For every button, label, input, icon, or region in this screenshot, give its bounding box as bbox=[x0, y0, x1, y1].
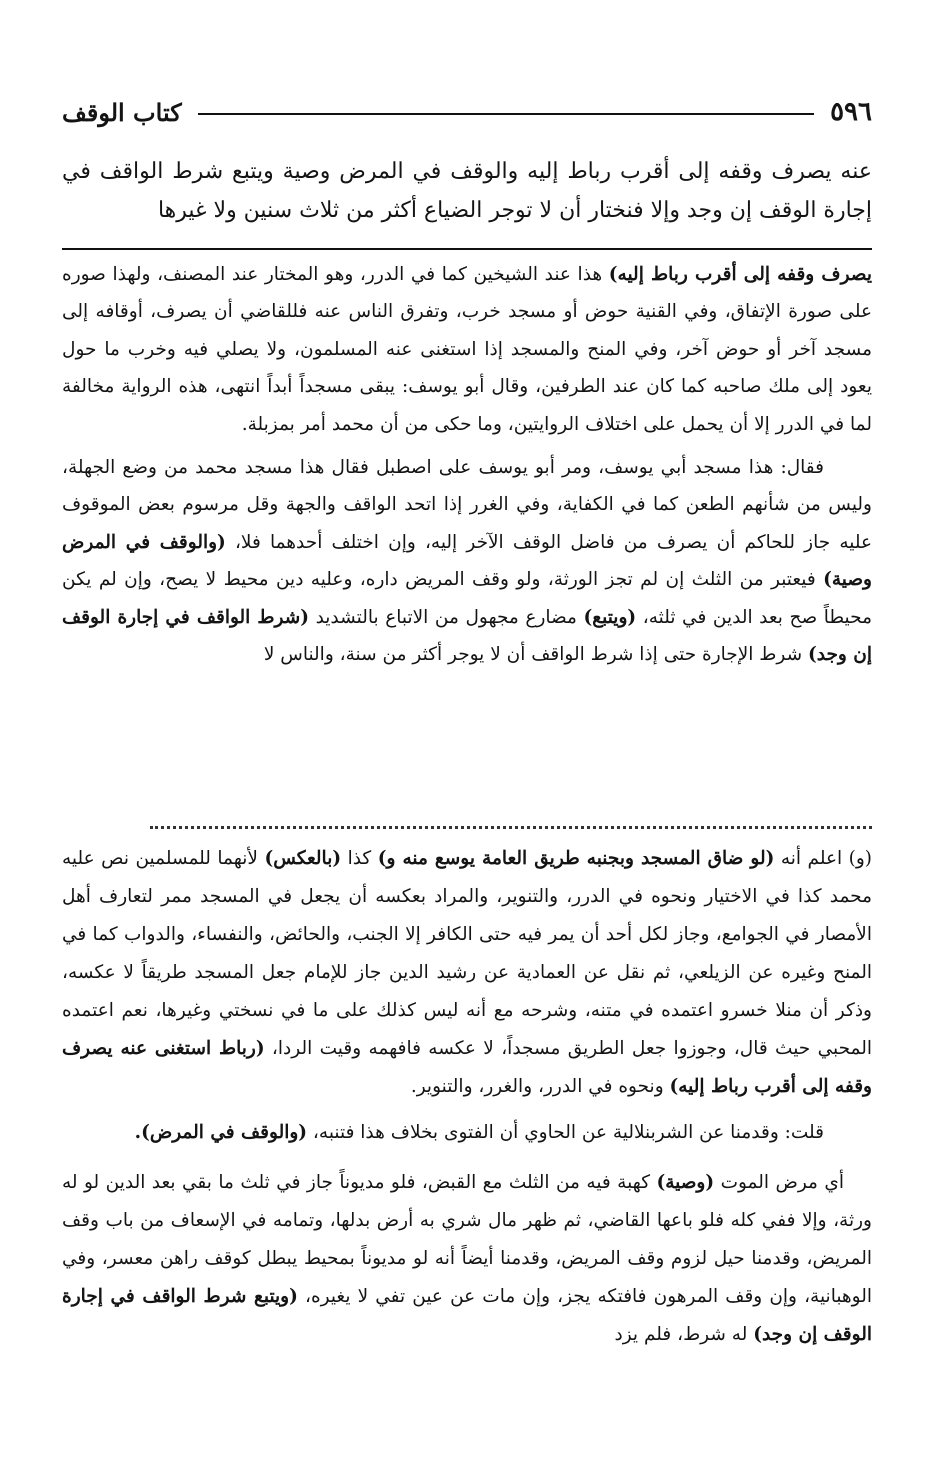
sharh-quote-bold: يصرف وقفه إلى أقرب رباط إليه) bbox=[608, 264, 872, 285]
hashiya-text: ونحوه في الدرر، والغرر، والتنوير. bbox=[410, 1076, 670, 1097]
sharh-text: فقال: هذا مسجد أبي يوسف، ومر أبو يوسف على اصطبل فقال هذا مسجد محمد من وضع الجهلة، وليس من شأنهم الطعن كما في الكفاية، وفي الغرر إذا اتحد الواقف والجهة وقل مرسوم بعض الموقوف عليه جاز للحاكم أن يصرف من فاضل الوقف الآخر إليه، وإن اختلف أحدهما فلا، bbox=[62, 457, 872, 553]
hashiya-text: (و) اعلم أنه bbox=[774, 848, 872, 869]
sharh-paragraph-1 bbox=[62, 256, 872, 443]
hashiya-text: كذا bbox=[341, 848, 378, 869]
hashiya-text: لأنهما للمسلمين نص عليه محمد كذا في الاختيار ونحوه في الدرر، والتنوير، والمراد بعكسه أن يجعل في المسجد ممر لتعارف أهل الأمصار في الجوامع، وجاز لكل أحد أن يمر فيه حتى الكافر إلا الجنب، والحائض، والنفساء، والدواب كما في المنح وغيره عن الزيلعي، ثم نقل عن العمادية عن رشيد الدين جاز للإمام جعل المسجد طريقاً لا عكسه، وذكر أن منلا خسرو اعتمده في متنه، وشرحه مع أنه ليس كذلك على ما في نسختي وغيرها، نعم اعتمده المحبي حيث قال، وجوزوا جعل الطريق مسجداً، لا عكسه فافهمه وقيت الردا، bbox=[62, 848, 872, 1059]
matn-separator-rule bbox=[62, 248, 872, 250]
sharh-text: هذا عند الشيخين كما في الدرر، وهو المختار عند المصنف، ولهذا صوره على صورة الإتفاق، وفي القنية حوض أو مسجد خرب، وتفرق الناس عنه فللقاضي أن يصرف، أوقافه إلى مسجد آخر أو حوض آخر، وفي المنح والمسجد إذا استغنى عنه المسلمون، ولا يصلي فيه وخرب ما حول يعود إلى ملك صاحبه كما كان عند الطرفين، وقال أبو يوسف: يبقى مسجداً أبداً انتهى، هذه الرواية مخالفة لما في الدرر إلا أن يحمل على اختلاف الروايتين، وما حكى من أن محمد أمر بمزبلة. bbox=[62, 264, 872, 435]
sharh-paragraph-2 bbox=[62, 449, 872, 673]
sharh-text: فيعتبر من الثلث إن لم تجز الورثة، ولو وقف المريض داره، وعليه دين محيط لا يصح، وإن لم يكن محيطاً صح بعد الدين في ثلثه، bbox=[62, 569, 872, 628]
hashiya-quote-bold: (ويتبع شرط الواقف في إجارة الوقف إن وجد) bbox=[62, 1286, 872, 1345]
hashiya-text: كهبة فيه من الثلث مع القبض، فلو مديوناً جاز في ثلث ما بقي بعد الدين لو له ورثة، وإلا ففي كله فلو باعها القاضي، ثم ظهر مال شري به أرض بدلها، وتمامه في الإسعاف من باب وقف المريض، وقدمنا حيل لزوم وقف المريض، وقدمنا أيضاً أنه لو مديوناً بمحيط يبطل كوقف راهن معسر، وفي الوهبانية، وإن وقف المرهون فافتكه يجز، وإن مات عن عين تفي لا يغيره، bbox=[62, 1172, 873, 1307]
hashiya-text: أي مرض الموت bbox=[714, 1172, 844, 1193]
hashiya-quote-bold: (وصية) bbox=[656, 1172, 715, 1193]
hashiya-quote-bold: (والوقف في المرض). bbox=[134, 1122, 308, 1143]
hashiya-quote-bold: (لو ضاق المسجد وبجنبه طريق العامة يوسع منه و) bbox=[377, 848, 775, 869]
hashiya-paragraph-3 bbox=[62, 1164, 872, 1354]
matn-text-block bbox=[62, 152, 872, 230]
sharh-quote-bold: (شرط الواقف في إجارة الوقف إن وجد) bbox=[62, 606, 872, 666]
hashiya-text: قلت: وقدمنا عن الشربنلالية عن الحاوي أن الفتوى بخلاف هذا فتنبه، bbox=[307, 1122, 824, 1143]
hashiya-footnote-block bbox=[62, 840, 872, 1354]
hashiya-quote-bold: (رباط استغنى عنه يصرف وقفه إلى أقرب رباط إليه) bbox=[62, 1038, 872, 1097]
page-header bbox=[62, 92, 872, 132]
sharh-quote-bold: (والوقف في المرض وصية) bbox=[62, 531, 872, 591]
book-title: كتاب الوقف bbox=[62, 97, 182, 127]
hashiya-text: له شرط، فلم يزد bbox=[614, 1324, 754, 1345]
hashiya-paragraph-2 bbox=[62, 1114, 872, 1152]
header-rule bbox=[198, 113, 814, 115]
sharh-quote-bold: (ويتبع) bbox=[583, 606, 637, 628]
sharh-text: مضارع مجهول من الاتباع بالتشديد bbox=[309, 606, 584, 628]
page-number: ٥٩٦ bbox=[830, 97, 872, 127]
matn-paragraph: عنه يصرف وقفه إلى أقرب رباط إليه والوقف في المرض وصية ويتبع شرط الواقف في إجارة الوقف إن وجد وإلا فنختار أن لا توجر الضياع أكثر من ثلاث سنين ولا غيرها bbox=[62, 159, 872, 223]
sharh-text: شرط الإجارة حتى إذا شرط الواقف أن لا يوجر أكثر من سنة، والناس لا bbox=[263, 644, 808, 666]
hashiya-quote-bold: (بالعكس) bbox=[264, 848, 342, 869]
dotted-separator bbox=[150, 826, 872, 829]
hashiya-paragraph-1 bbox=[62, 840, 872, 1106]
sharh-commentary-block bbox=[62, 256, 872, 673]
